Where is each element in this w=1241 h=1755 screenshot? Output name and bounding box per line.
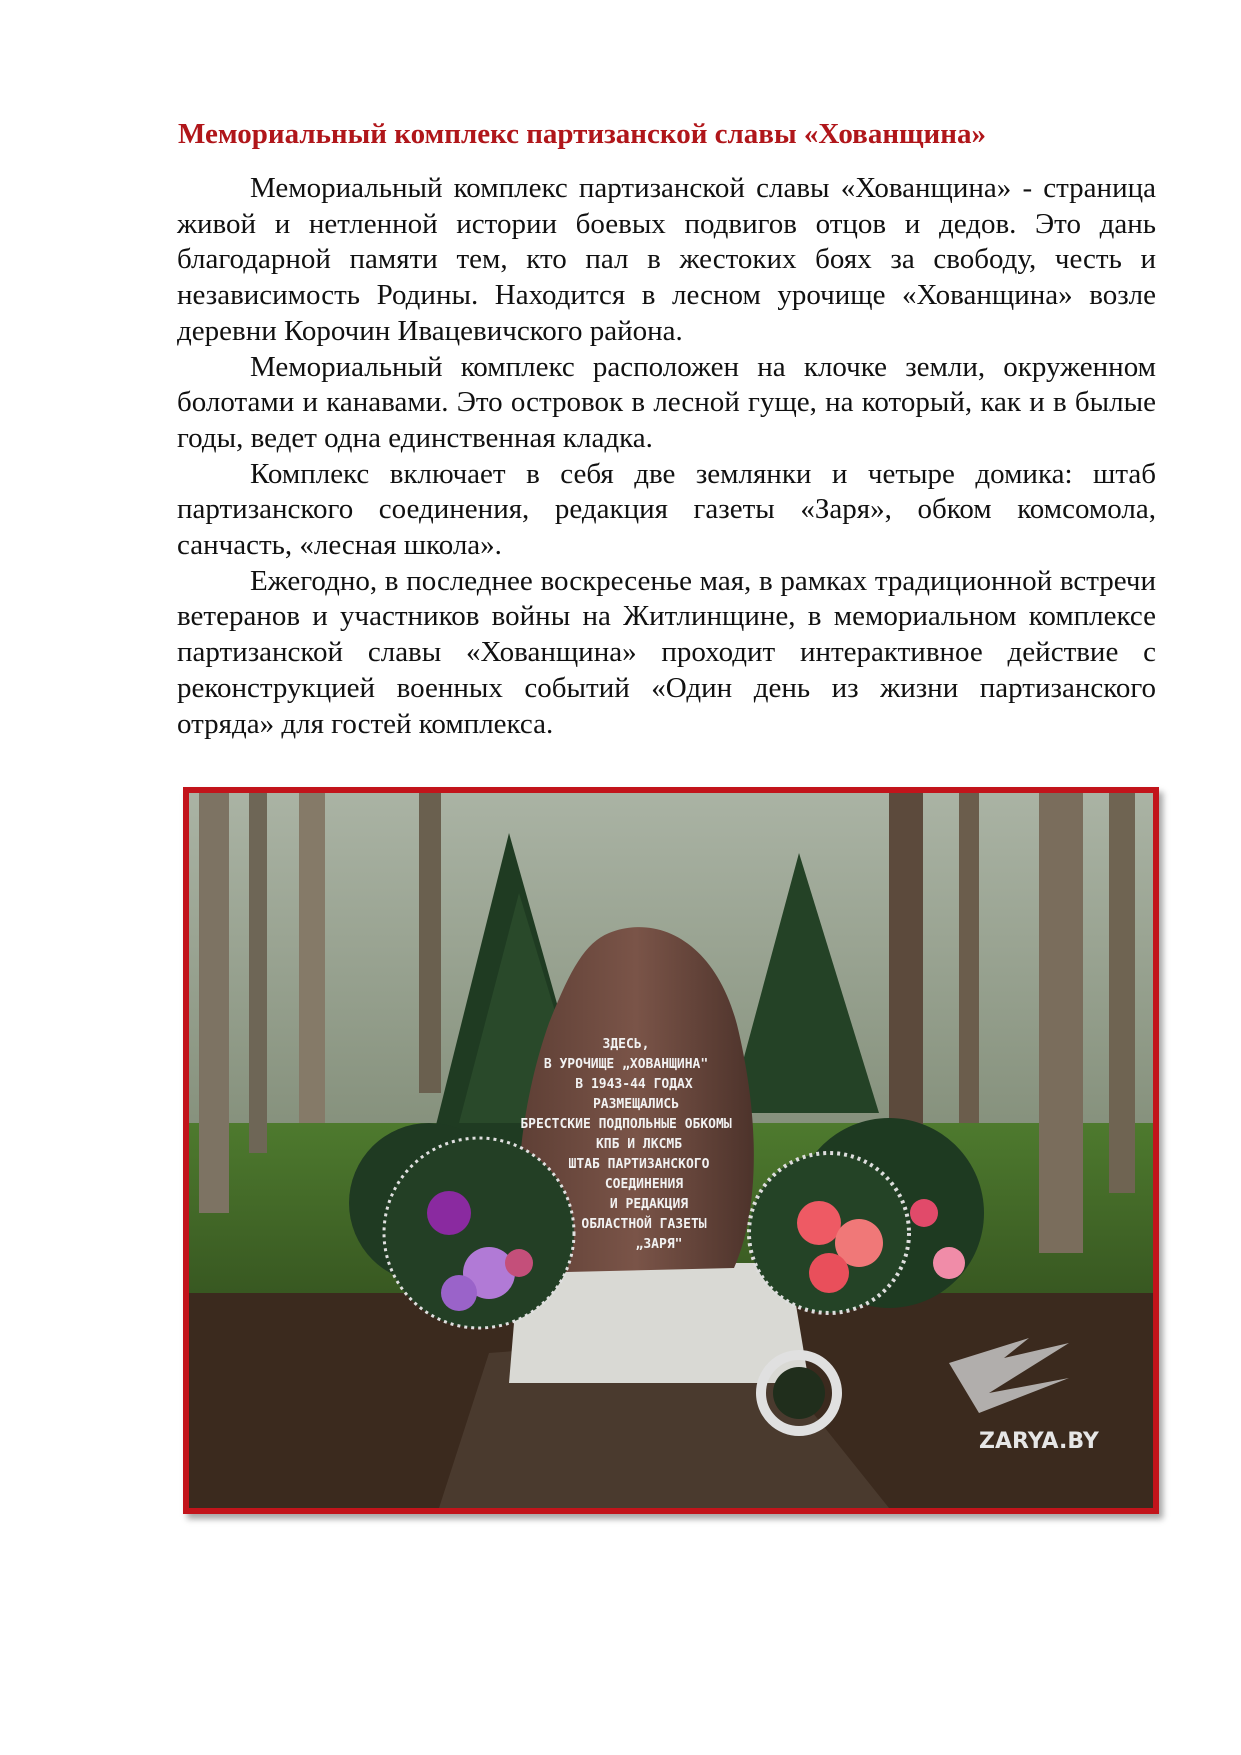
page-title: Мемориальный комплекс партизанской славы «Хованщина» xyxy=(178,118,986,150)
memorial-photo xyxy=(183,787,1159,1514)
plaque-line: В УРОЧИЩЕ „ХОВАНЩИНА" xyxy=(543,1057,709,1072)
plaque-line: „ЗАРЯ" xyxy=(635,1237,683,1252)
plaque-line: БРЕСТСКИЕ ПОДПОЛЬНЫЕ ОБКОМЫ xyxy=(520,1117,732,1132)
plaque-line: И РЕДАКЦИЯ xyxy=(609,1197,689,1212)
plaque-line: В 1943-44 ГОДАХ xyxy=(575,1077,693,1092)
plaque-line: РАЗМЕЩАЛИСЬ xyxy=(592,1097,680,1112)
plaque-line: ЗДЕСЬ, xyxy=(602,1037,650,1052)
memorial-photo-illustration xyxy=(189,793,1153,1508)
plaque-line: ШТАБ ПАРТИЗАНСКОГО xyxy=(568,1157,710,1172)
plaque-line: ОБЛАСТНОЙ ГАЗЕТЫ xyxy=(581,1217,707,1232)
body-text xyxy=(177,171,1156,742)
plaque-line: КПБ И ЛКСМБ xyxy=(595,1137,683,1152)
paragraph: Ежегодно, в последнее воскресенье мая, в рамках традиционной встречи ветеранов и участников войны на Житлинщине, в мемориальном комплексе партизанской славы «Хованщина» проходит интерактивное действие с реконструкцией военных событий «Один день из жизни партизанского отряда» для гостей комплекса. xyxy=(177,564,1156,740)
paragraph: Мемориальный комплекс партизанской славы «Хованщина» - страница живой и нетленной истории боевых подвигов отцов и дедов. Это дань благодарной памяти тем, кто пал в жестоких боях за свободу, честь и независимость Родины. Находится в лесном урочище «Хованщина» возле деревни Корочин Ивацевичского района. xyxy=(177,172,1156,347)
paragraph: Комплекс включает в себя две землянки и четыре домика: штаб партизанского соединения, редакция газеты «Заря», обком комсомола, санчасть, «лесная школа». xyxy=(177,457,1156,562)
watermark-text: ZARYA.BY xyxy=(979,1429,1099,1454)
paragraph: Мемориальный комплекс расположен на клочке земли, окруженном болотами и канавами. Это островок в лесной гуще, на который, как и в былые годы, ведет одна единственная кладка. xyxy=(177,350,1156,454)
plaque-line: СОЕДИНЕНИЯ xyxy=(604,1177,684,1192)
